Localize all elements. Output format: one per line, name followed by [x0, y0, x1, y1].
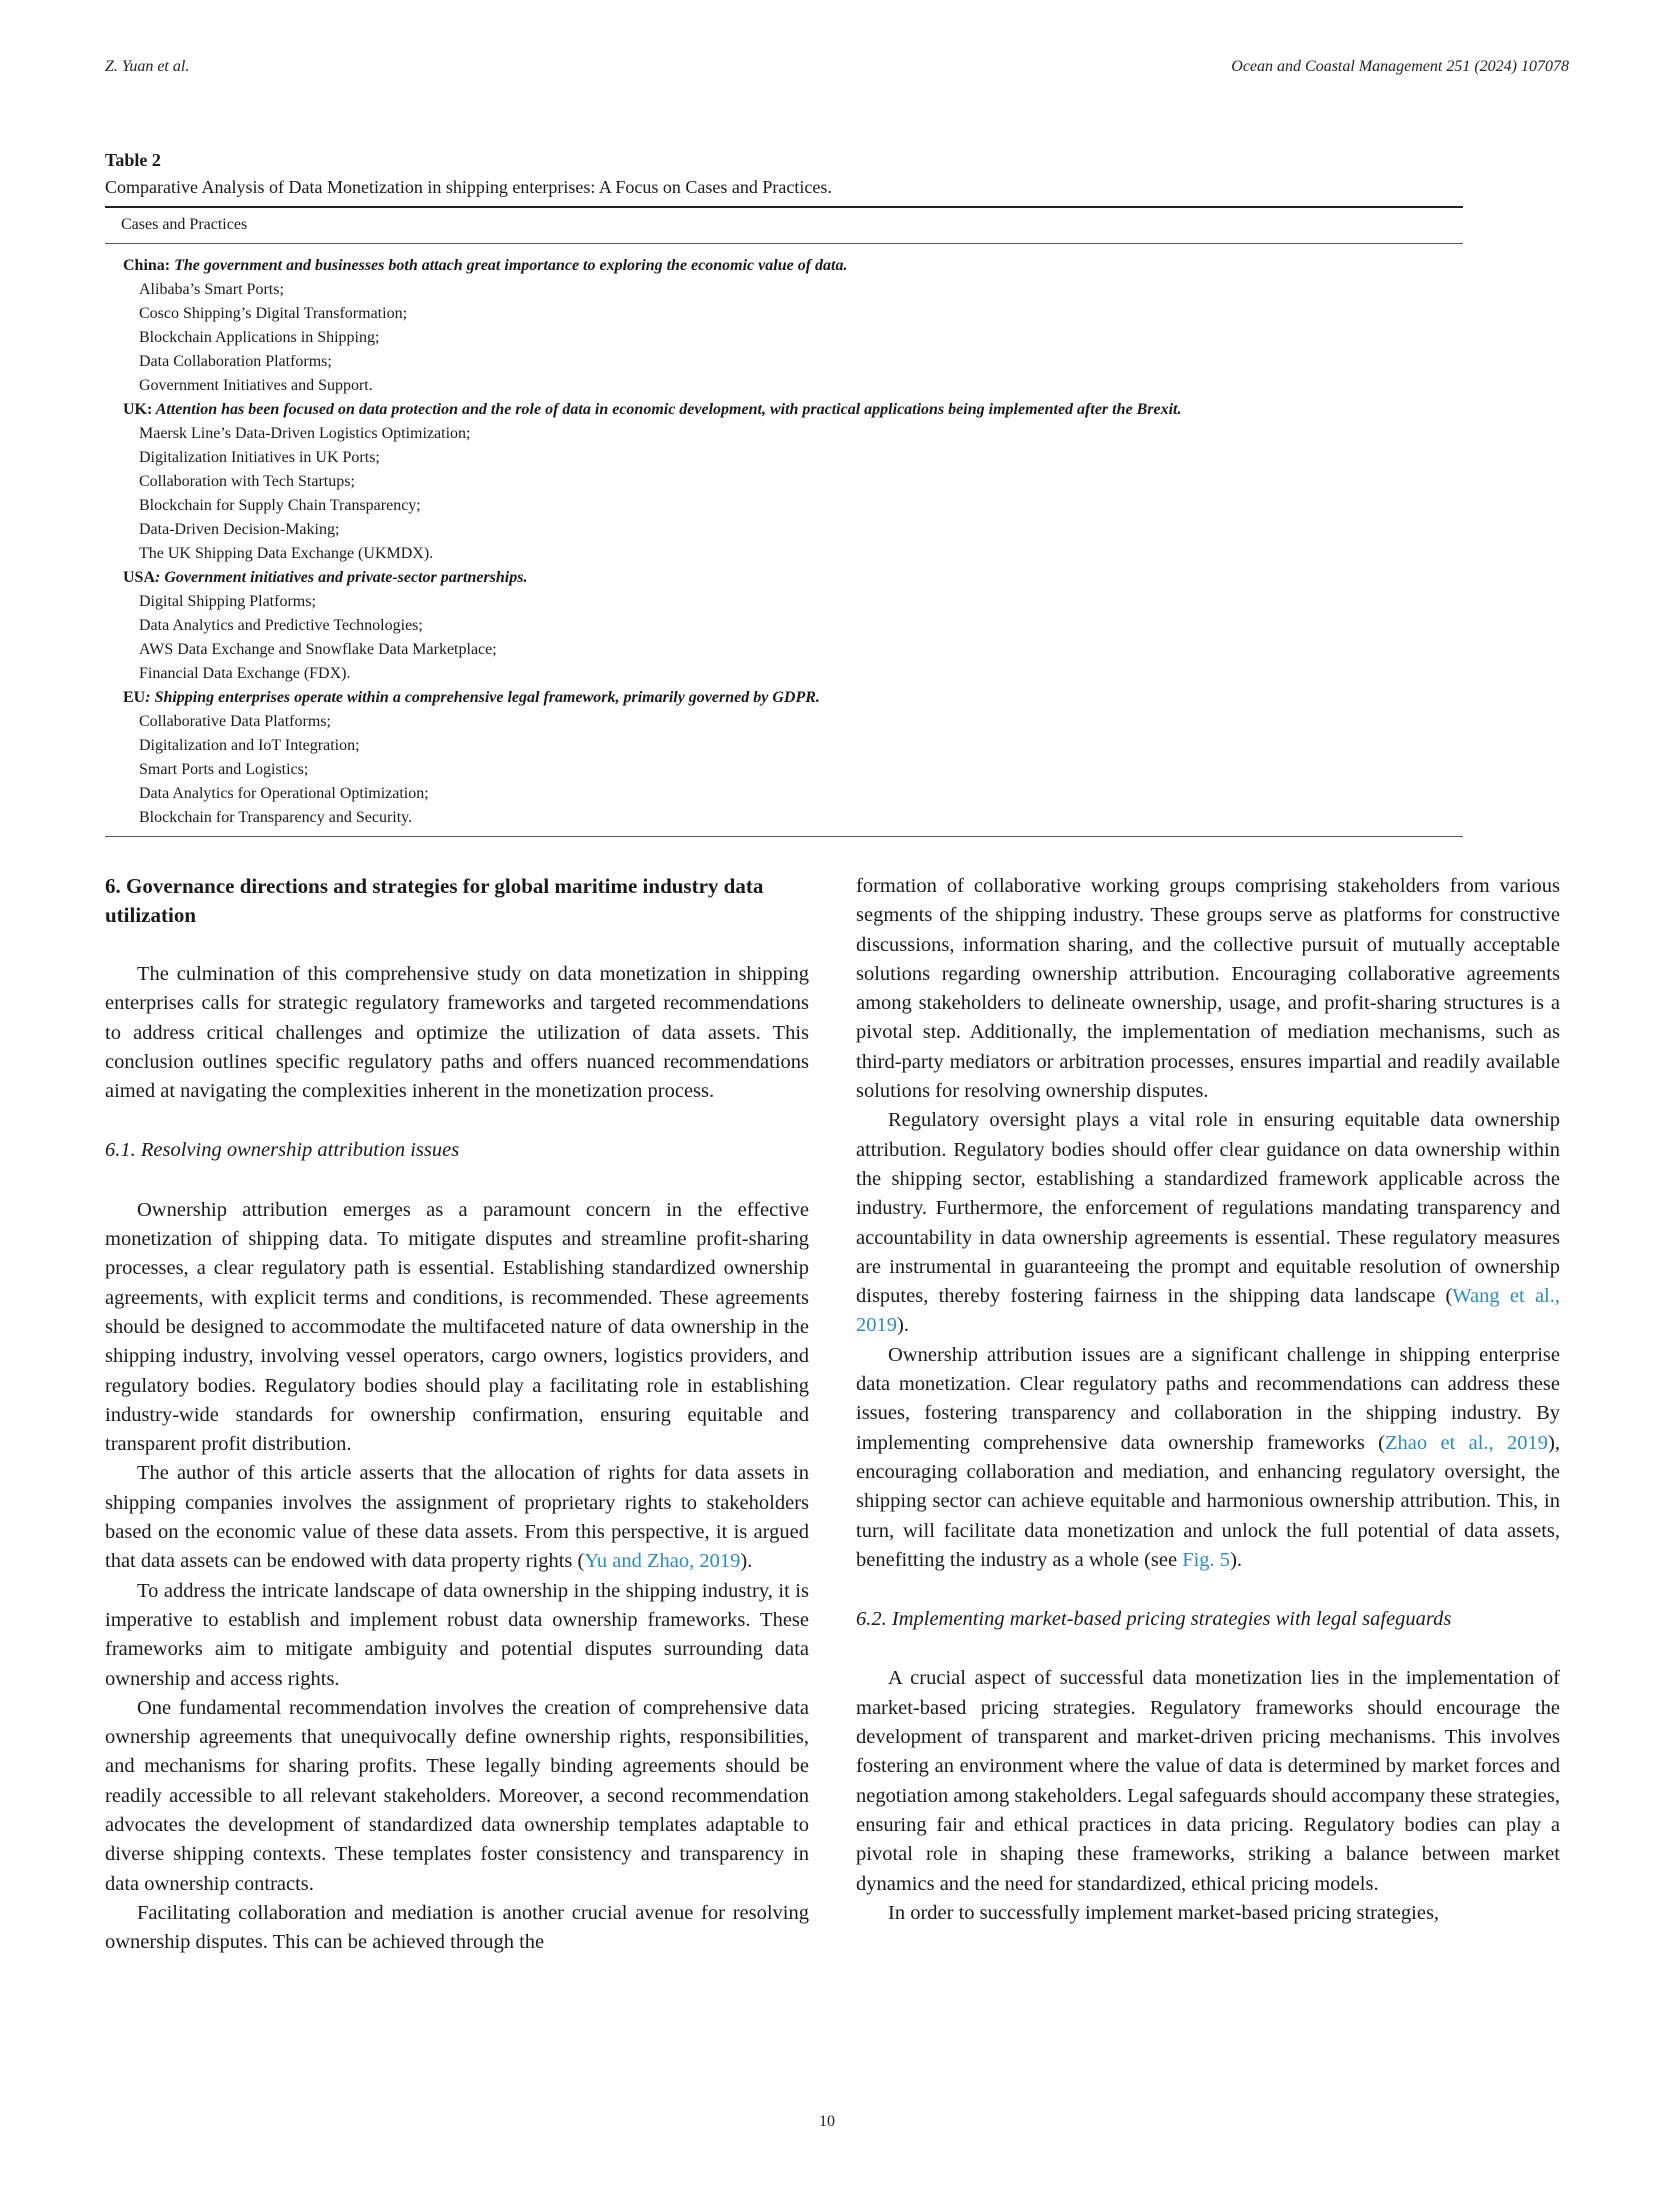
paragraph: To address the intricate landscape of data ownership in the shipping industry, it is imperative to establish and implement robust data ownership frameworks. These frameworks aim to mitigate ambiguity and potential disputes surrounding data ownership and access rights.: [105, 1579, 809, 1690]
table-row: Collaborative Data Platforms;: [139, 713, 331, 730]
table-row: Smart Ports and Logistics;: [139, 761, 309, 778]
running-head-authors: Z. Yuan et al.: [105, 58, 190, 75]
table-group-heading: [105, 566, 1463, 590]
paragraph: Ownership attribution emerges as a paramount concern in the effective monetization of shipping data. To mitigate disputes and streamline profit-sharing processes, a clear regulatory path is essential. Establishing standardized ownership agreements, with explicit terms and conditions, is recommended. These agreements should be designed to accommodate the multifaceted nature of data ownership in the shipping industry, involving vessel operators, cargo owners, logistics providers, and regulatory bodies. Regulatory bodies should play a facilitating role in establishing industry-wide standards for ownership confirmation, ensuring equitable and transparent profit distribution.: [105, 1198, 809, 1456]
table-row: The UK Shipping Data Exchange (UKMDX).: [139, 545, 434, 562]
table-row: Data Collaboration Platforms;: [139, 353, 332, 370]
table-group-heading: [105, 686, 1463, 710]
country-statement: : Shipping enterprises operate within a comprehensive legal framework, primarily governed by GDPR.: [145, 689, 820, 706]
table-row: Digitalization Initiatives in UK Ports;: [139, 449, 380, 466]
table-row: Digitalization and IoT Integration;: [139, 737, 360, 754]
paragraph: The author of this article asserts that the allocation of rights for data assets in shipping companies involves the assignment of proprietary rights to stakeholders based on the economic value of these data assets. From this perspective, it is argued that data assets can be endowed with data property rights (Yu and Zhao, 2019).: [105, 1462, 809, 1573]
paragraph: Ownership attribution issues are a significant challenge in shipping enterprise data monetization. Clear regulatory paths and recommendations can address these issues, fostering transparency and collaboration in the shipping industry. By implementing comprehensive data ownership frameworks (Zhao et al., 2019), encouraging collaboration and mediation, and enhancing regulatory oversight, the shipping sector can achieve equitable and harmonious ownership attribution. This, in turn, will facilitate data monetization and unlock the full potential of data assets, benefitting the industry as a whole (see Fig. 5).: [856, 1343, 1560, 1571]
country-label: UK:: [123, 401, 153, 418]
citation-link[interactable]: Wang et al., 2019: [856, 1285, 1560, 1337]
paragraph: In order to successfully implement market-based pricing strategies,: [888, 1901, 1440, 1924]
section-6-heading: 6. Governance directions and strategies for global maritime industry data utilization: [105, 874, 764, 927]
table-row: Blockchain Applications in Shipping;: [139, 329, 380, 346]
figure-link[interactable]: Fig. 5: [1182, 1548, 1231, 1571]
page-number: 10: [819, 2113, 835, 2130]
table-row: Collaboration with Tech Startups;: [139, 473, 355, 490]
paragraph: One fundamental recommendation involves the creation of comprehensive data ownership agreements that unequivocally define ownership rights, responsibilities, and mechanisms for sharing profits. These legally binding agreements should be readily accessible to all relevant stakeholders. Moreover, a second recommendation advocates the development of standardized data ownership templates adaptable to diverse shipping contexts. These templates foster consistency and transparency in data ownership contracts.: [105, 1696, 809, 1895]
table-caption: Comparative Analysis of Data Monetization in shipping enterprises: A Focus on Cases and Practices.: [105, 177, 832, 197]
table-row: Blockchain for Transparency and Security.: [139, 809, 413, 826]
right-column: [856, 872, 1560, 1928]
table-column-header: Cases and Practices: [121, 216, 248, 233]
country-label: USA: [123, 569, 156, 586]
country-label: EU: [123, 689, 146, 706]
table-2: [105, 150, 1463, 837]
subsection-6-1-heading: 6.1. Resolving ownership attribution issues: [105, 1139, 460, 1162]
country-statement: : Government initiatives and private-sector partnerships.: [155, 569, 528, 586]
table-row: AWS Data Exchange and Snowflake Data Marketplace;: [139, 641, 497, 658]
table-row: Maersk Line’s Data-Driven Logistics Optimization;: [139, 425, 471, 442]
table-group-heading: [105, 254, 1463, 278]
citation-link[interactable]: Yu and Zhao, 2019: [584, 1550, 741, 1573]
paragraph: A crucial aspect of successful data monetization lies in the implementation of market-based pricing strategies. Regulatory frameworks should encourage the development of transparent and market-driven pricing mechanisms. This involves fostering an environment where the value of data is determined by market forces and negotiation among stakeholders. Legal safeguards should accompany these strategies, ensuring fair and ethical practices in data pricing. Regulatory bodies can play a pivotal role in shaping these frameworks, striking a balance between market dynamics and the need for standardized, ethical pricing models.: [856, 1667, 1560, 1895]
table-row: Data Analytics and Predictive Technologies;: [139, 617, 423, 634]
table-row: Financial Data Exchange (FDX).: [139, 665, 351, 682]
left-column: [105, 872, 809, 1958]
paragraph: Facilitating collaboration and mediation is another crucial avenue for resolving ownership disputes. This can be achieved through the: [105, 1901, 809, 1954]
paragraph-continued: formation of collaborative working groups comprising stakeholders from various segments of the shipping industry. These groups serve as platforms for constructive discussions, information sharing, and the collective pursuit of mutually acceptable solutions regarding ownership attribution. Encouraging collaborative agreements among stakeholders to delineate ownership, usage, and profit-sharing structures is a pivotal step. Additionally, the implementation of mediation mechanisms, such as third-party mediators or arbitration processes, ensures impartial and readily available solutions for resolving ownership disputes.: [856, 875, 1560, 1103]
running-head-journal: Ocean and Coastal Management 251 (2024) 107078: [1231, 58, 1569, 75]
table-row: Blockchain for Supply Chain Transparency;: [139, 497, 421, 514]
table-label: Table 2: [105, 150, 161, 170]
table-row: Data Analytics for Operational Optimization;: [139, 785, 429, 802]
table-row: Data-Driven Decision-Making;: [139, 521, 340, 538]
table-row: Cosco Shipping’s Digital Transformation;: [139, 305, 408, 322]
table-body: [105, 244, 1463, 836]
table-row: Digital Shipping Platforms;: [139, 593, 316, 610]
citation-link[interactable]: Zhao et al., 2019: [1385, 1431, 1549, 1454]
country-label: China:: [123, 257, 171, 274]
section-6-intro: The culmination of this comprehensive study on data monetization in shipping enterprises calls for strategic regulatory frameworks and targeted recommendations to address critical challenges and optimize the utilization of data assets. This conclusion outlines specific regulatory paths and offers nuanced recommendations aimed at navigating the complexities inherent in the monetization process.: [105, 963, 809, 1103]
table-bottom-rule: [105, 836, 1463, 837]
table-row: Alibaba’s Smart Ports;: [139, 281, 284, 298]
table-group-heading: [105, 398, 1463, 422]
subsection-6-2-heading: 6.2. Implementing market-based pricing strategies with legal safeguards: [856, 1608, 1452, 1631]
country-statement: Attention has been focused on data protection and the role of data in economic development, with practical applications being implemented after the Brexit.: [152, 401, 1182, 418]
country-statement: The government and businesses both attach great importance to exploring the economic value of data.: [170, 257, 848, 274]
table-row: Government Initiatives and Support.: [139, 377, 373, 394]
paragraph: Regulatory oversight plays a vital role in ensuring equitable data ownership attribution. Regulatory bodies should offer clear guidance on data ownership within the shipping sector, establishing a standardized framework applicable across the industry. Furthermore, the enforcement of regulations mandating transparency and accountability in data ownership agreements is essential. These regulatory measures are instrumental in guaranteeing the prompt and equitable resolution of ownership disputes, thereby fostering fairness in the shipping data landscape (Wang et al., 2019).: [856, 1109, 1560, 1337]
